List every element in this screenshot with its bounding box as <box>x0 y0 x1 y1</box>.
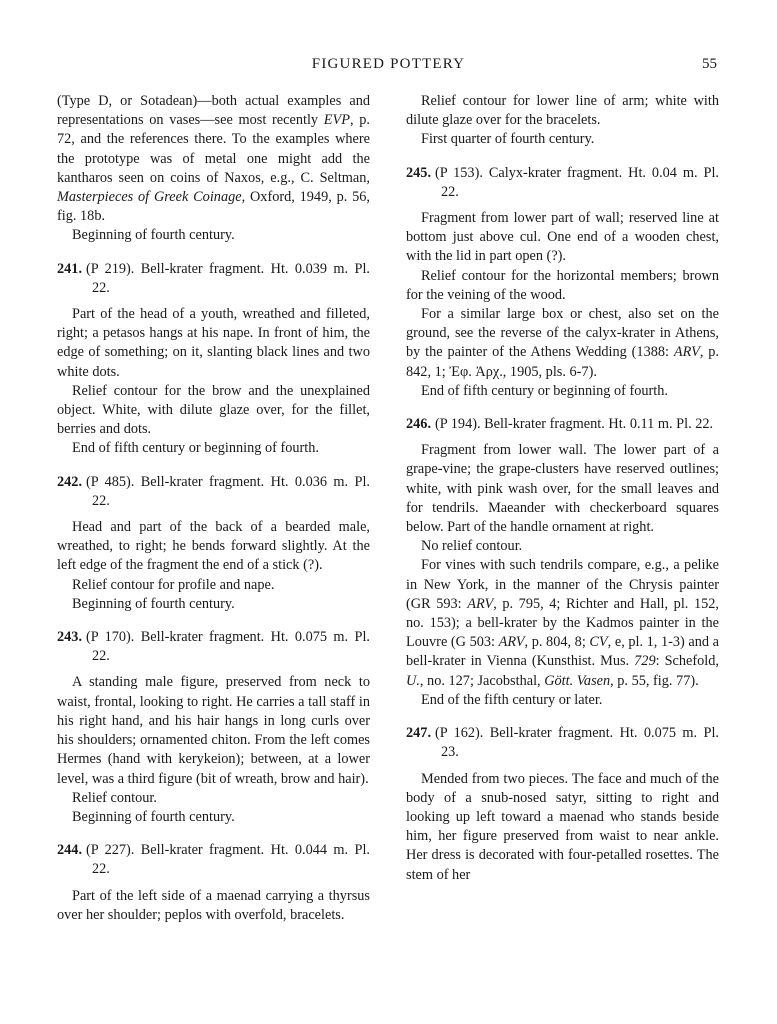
intro-date: Beginning of fourth century. <box>72 227 235 244</box>
entry-description: Part of the left side of a maenad carrying a thyrsus over her shoulder; peplos with overfold, bracelets. <box>57 887 370 923</box>
entry-heading: 246. (P 194). Bell-krater fragment. Ht. 0.11 m. Pl. 22. <box>406 416 714 433</box>
entry-date: End of fifth century or beginning of fourth. <box>421 382 668 399</box>
entry-comparison: For a similar large box or chest, also set on the ground, see the reverse of the calyx-krater in Athens, by the painter of the Athens Wedding (1388: ARV, p. 842, 1; Ἐφ. Ἀρχ., 1905, pls. 6-7). <box>406 306 719 380</box>
entry-243 <box>57 628 370 827</box>
right-column <box>406 92 719 885</box>
entry-241 <box>57 260 370 459</box>
entry-242 <box>57 473 370 614</box>
entry-heading: 247. (P 162). Bell-krater fragment. Ht. 0.075 m. Pl. 23. <box>406 725 719 761</box>
entry-description: Mended from two pieces. The face and much of the body of a snub-nosed satyr, sitting to right and looking up left toward a maenad who stands beside him, her figure preserved from waist to near ankle. Her dress is decorated with four-petalled rosettes. The stem of her <box>406 770 719 883</box>
left-column <box>57 92 370 925</box>
entry-246 <box>406 415 719 710</box>
entry-description: Fragment from lower part of wall; reserved line at bottom just above cul. One end of a wooden chest, with the lid in part open (?). <box>406 210 719 265</box>
entry-heading: 244. (P 227). Bell-krater fragment. Ht. 0.044 m. Pl. 22. <box>57 842 370 878</box>
entry-heading: 241. (P 219). Bell-krater fragment. Ht. 0.039 m. Pl. 22. <box>57 260 370 296</box>
entry-date: End of fifth century or beginning of fourth. <box>72 440 319 457</box>
entry-description: Part of the head of a youth, wreathed and filleted, right; a petasos hangs at his nape. In front of him, the edge of something; on it, slanting black lines and two white dots. <box>57 306 370 380</box>
entry-description: A standing male figure, preserved from neck to waist, frontal, looking to right. He carries a tall staff in his right hand, and his hair hangs in long curls over his shoulders; ornamented chiton. From the left comes Hermes (hand with kerykeion); between, at a lower level, was a third figure (bit of wreath, brow and hair). <box>57 674 370 787</box>
entry-technique: Relief contour for profile and nape. <box>72 576 275 593</box>
entry-247 <box>406 724 719 885</box>
entry-description: Fragment from lower wall. The lower part of a grape-vine; the grape-clusters have reserved outlines; white, with pink wash over, for the small leaves and for tendrils. Maeander with checkerboard squares below. Part of the handle ornament at right. <box>406 442 719 536</box>
entry-heading: 243. (P 170). Bell-krater fragment. Ht. 0.075 m. Pl. 22. <box>57 629 370 665</box>
page-header <box>0 54 777 78</box>
entry-245 <box>406 164 719 401</box>
entry-244 <box>57 841 370 925</box>
entry-technique: Relief contour for the brow and the unexplained object. White, with dilute glaze over, for the fillet, berries and dots. <box>57 382 370 438</box>
entry-technique: Relief contour for the horizontal members; brown for the veining of the wood. <box>406 267 719 303</box>
entry-date: Beginning of fourth century. <box>72 595 235 612</box>
entry-heading: 242. (P 485). Bell-krater fragment. Ht. 0.036 m. Pl. 22. <box>57 473 370 509</box>
entry-date: End of the fifth century or later. <box>421 691 603 708</box>
entry-heading: 245. (P 153). Calyx-krater fragment. Ht. 0.04 m. Pl. 22. <box>406 164 719 200</box>
page-number: 55 <box>702 56 717 72</box>
entry-date: Beginning of fourth century. <box>72 808 235 825</box>
entry-244-date: First quarter of fourth century. <box>421 131 595 148</box>
entry-technique: Relief contour. <box>72 789 157 806</box>
entry-comparison: For vines with such tendrils compare, e.g., a pelike in New York, in the manner of the Chrysis painter (GR 593: ARV, p. 795, 4; Richter and Hall, pl. 152, no. 153); a bell-krater by the Kadmos painter in the Louvre (G 503: ARV, p. 804, 8; CV, e, pl. 1, 1-3) and a bell-krater in Vienna (Kunsthist. Mus. 729: Schefold, U., no. 127; Jacobsthal, Gött. Vasen, p. 55, fig. 77). <box>406 557 719 689</box>
running-title: FIGURED POTTERY <box>311 56 466 72</box>
entry-description: Head and part of the back of a bearded male, wreathed, to right; he bends forward slightly. At the left edge of the fragment the end of a stick (?). <box>57 519 370 574</box>
entry-technique: No relief contour. <box>421 538 523 555</box>
entry-244-technique: Relief contour for lower line of arm; white with dilute glaze over for the bracelets. <box>406 93 719 129</box>
intro-paragraph: (Type D, or Sotadean)—both actual examples and representations on vases—see most recently EVP, p. 72, and the references there. To the examples where the prototype was of metal one might add the kantharos seen on coins of Naxos, e.g., C. Seltman, Masterpieces of Greek Coinage, Oxford, 1949, p. 56, fig. 18b. <box>57 93 370 225</box>
